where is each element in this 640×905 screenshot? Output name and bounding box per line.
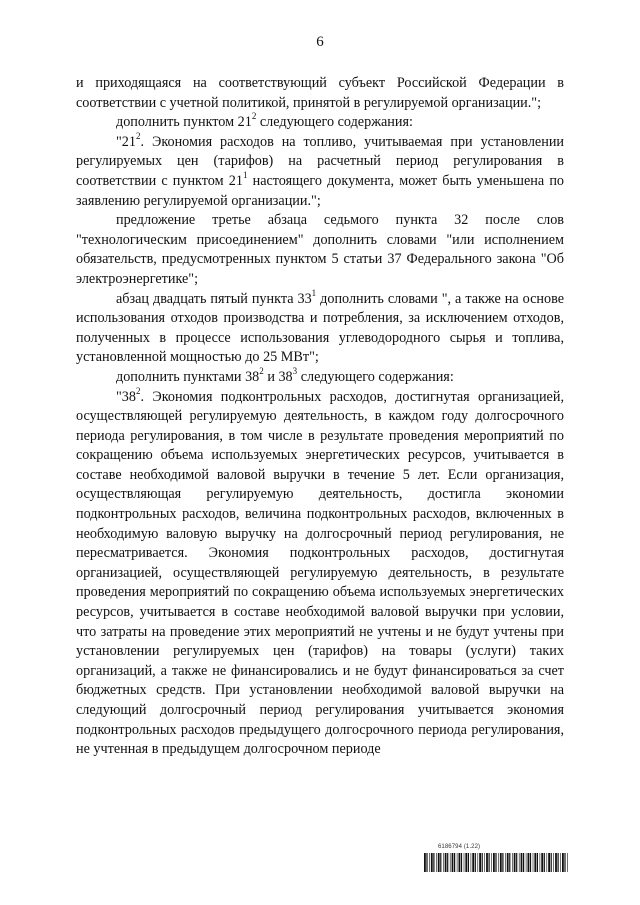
superscript: 2 xyxy=(259,366,264,377)
page-number: 6 xyxy=(316,34,324,50)
document-body xyxy=(76,74,564,760)
paragraph xyxy=(76,368,564,388)
superscript: 2 xyxy=(251,111,257,122)
paragraph-text: дополнить словами ", а также на основе использования отходов производства и потребления, за исключением отходов, полученных в процессе использования углеводородного сырья и топлива, установленной мощностью до 25 МВт"; xyxy=(76,290,564,366)
paragraph-text: "21 xyxy=(116,133,136,150)
paragraph xyxy=(76,385,564,760)
paragraph-text: предложение третье абзаца седьмого пункта 32 после слов "технологическим присоединением" дополнить словами "или исполнением обязательств, предусмотренных пунктом 5 статьи 37 Федерального закона "Об электроэнергетике"; xyxy=(76,212,564,287)
superscript: 2 xyxy=(135,385,141,396)
paragraph-text: дополнить пунктами 38 xyxy=(116,368,260,385)
document-code: 6186794 (1.22) xyxy=(438,844,481,850)
paragraph xyxy=(76,133,564,211)
paragraph xyxy=(76,287,564,368)
paragraph-text: . Экономия подконтрольных расходов, достигнутая организацией, осуществляющей регулируемую деятельность, в каждом году долгосрочного периода регулирования, в том числе в результате проведения мероприятий по сокращению объема используемых энергетических ресурсов, учитывается в составе необходимой валовой выручки в течение 5 лет. Если организация, осуществляющая регулируемую деятельность, достигла экономии подконтрольных расходов, величина подконтрольных расходов, включенных в необходимую валовую выручку на долгосрочный период регулирования, не пересматривается. Экономия подконтрольных расходов, достигнутая организацией, осуществляющей регулируемую деятельность, в результате проведения мероприятий по сокращению объема используемых энергетических ресурсов, учитывается в составе необходимой валовой выручки при условии, что затраты на проведение этих мероприятий не учтены и не будут учтены при установлении регулируемых цен (тарифов) на товары (услуги) таких организаций, а также не финансировались и не будут финансироваться за счет бюджетных средств. При установлении необходимой валовой выручки на следующий долгосрочный период регулирования учитывается экономия подконтрольных расходов предыдущего долгосрочного периода регулирования, не учтенная в предыдущем долгосрочном периоде xyxy=(76,388,564,758)
paragraph-text: и 38 xyxy=(263,368,293,385)
paragraph-text: следующего содержания: xyxy=(297,368,454,385)
paragraph-text: и приходящаяся на соответствующий субъект Российской Федерации в соответствии с учетной политикой, принятой в регулируемой организации."; xyxy=(76,75,564,111)
superscript: 3 xyxy=(292,366,298,377)
paragraph-text: дополнить пунктом 21 xyxy=(116,114,252,131)
paragraph xyxy=(76,113,564,133)
paragraph xyxy=(76,74,564,113)
paragraph-text: абзац двадцать пятый пункта 33 xyxy=(116,290,312,307)
paragraph-text: настоящего документа, может быть уменьшена по заявлению регулируемой организации."; xyxy=(76,172,565,209)
superscript: 1 xyxy=(242,170,248,181)
barcode-image xyxy=(424,853,570,872)
paragraph xyxy=(76,211,564,289)
superscript: 2 xyxy=(135,131,141,142)
paragraph-text: . Экономия расходов на топливо, учитываемая при установлении регулируемых цен (тарифов) на расчетный период регулирования в соответствии с пунктом 21 xyxy=(76,133,564,189)
superscript: 1 xyxy=(311,287,317,298)
paragraph-text: следующего содержания: xyxy=(256,114,413,131)
paragraph-text: "38 xyxy=(116,388,136,405)
